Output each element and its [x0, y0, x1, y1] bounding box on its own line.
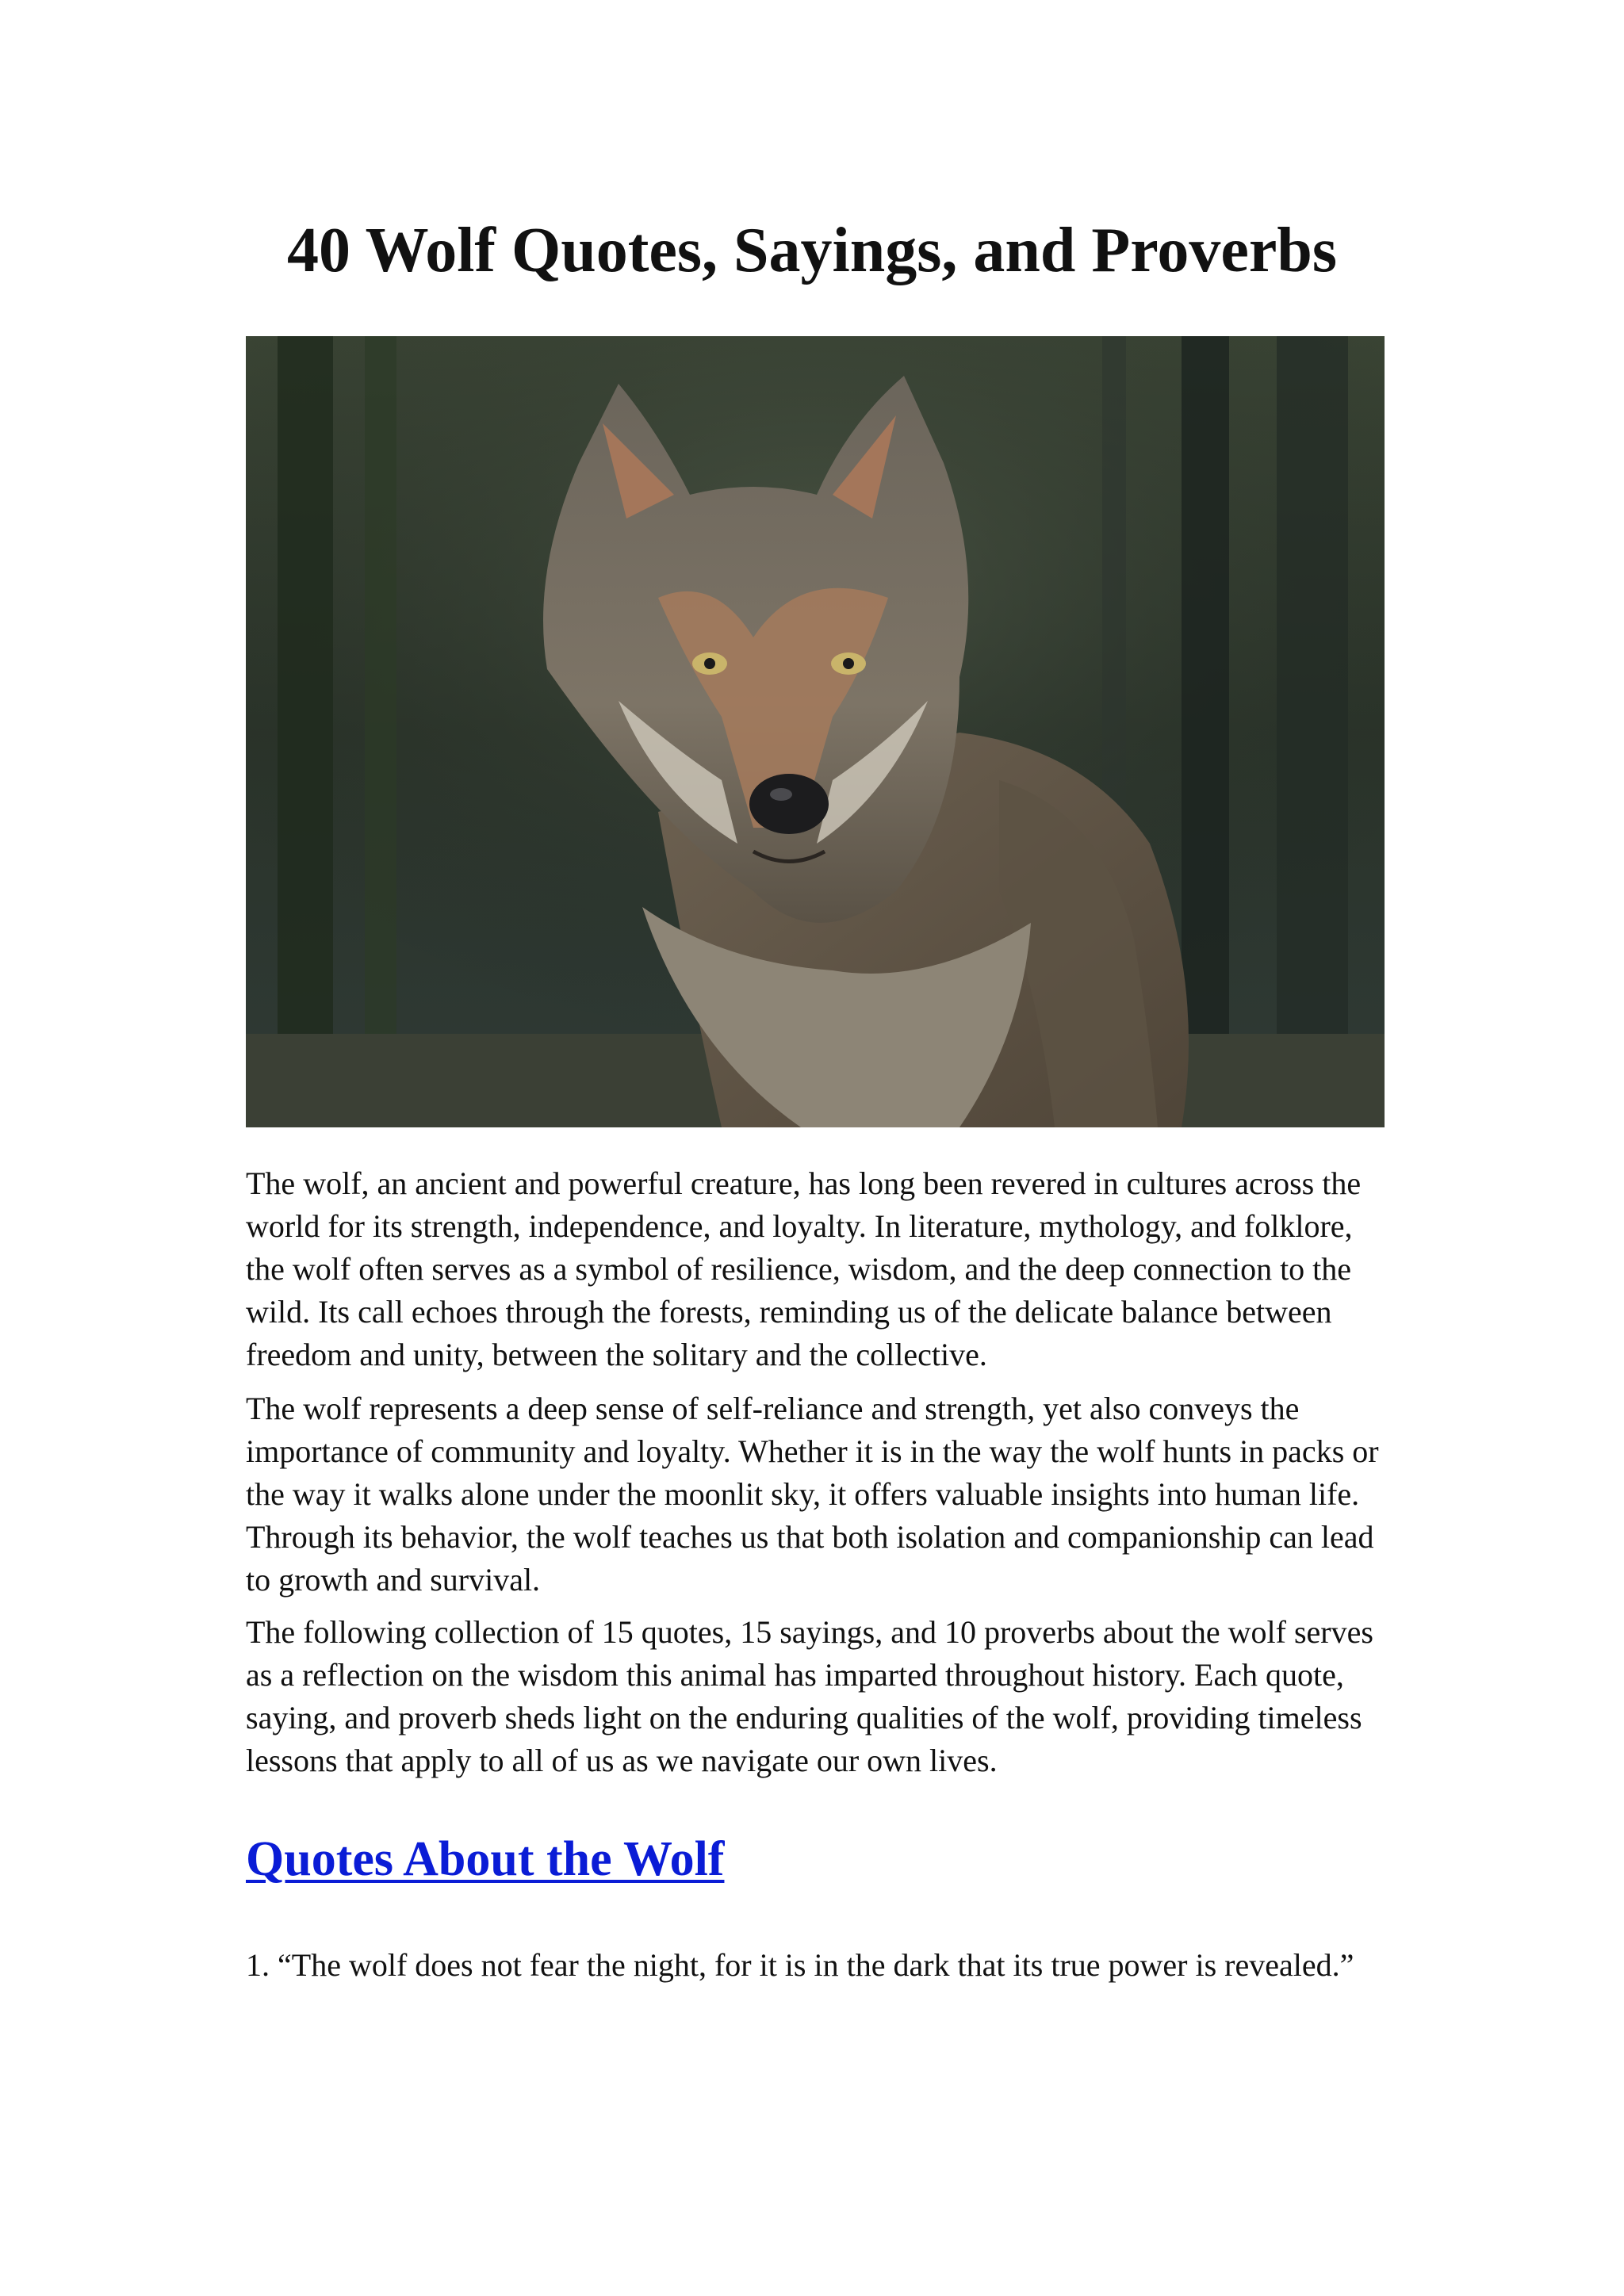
paragraph-text: The wolf represents a deep sense of self-reliance and strength, yet also conveys the importance of community and loyalty. Whether it is in the way the wolf hunts in packs or the way it walks alone under the moonlit sky, it offers valuable insights into human life. Through its behavior, the wolf teaches us that both isolation and companionship can lead to growth and survival.: [246, 1391, 1379, 1598]
section-heading-link[interactable]: Quotes About the Wolf: [246, 1832, 725, 1886]
quote-item: 1. “The wolf does not fear the night, for it is in the dark that its true power is revealed.”: [246, 1947, 1354, 1983]
section-heading-quotes: [246, 1830, 724, 1888]
paragraph-text: The following collection of 15 quotes, 15 sayings, and 10 proverbs about the wolf serves as a reflection on the wisdom this animal has imparted throughout history. Each quote, saying, and proverb sheds light on the enduring qualities of the wolf, providing timeless lessons that apply to all of us as we navigate our own lives.: [246, 1614, 1373, 1778]
paragraph-text: The wolf, an ancient and powerful creature, has long been revered in cultures across the world for its strength, independence, and loyalty. In literature, mythology, and folklore, the wolf often serves as a symbol of resilience, wisdom, and the deep connection to the wild. Its call echoes through the forests, reminding us of the delicate balance between freedom and unity, between the solitary and the collective.: [246, 1165, 1362, 1372]
wolf-illustration: [246, 336, 1385, 1127]
intro-paragraph-3: [246, 1611, 1385, 1782]
intro-paragraph-2: [246, 1387, 1385, 1601]
wolf-photo: [246, 336, 1385, 1127]
intro-paragraph-1: [246, 1162, 1385, 1376]
page-title: 40 Wolf Quotes, Sayings, and Proverbs: [287, 216, 1337, 285]
